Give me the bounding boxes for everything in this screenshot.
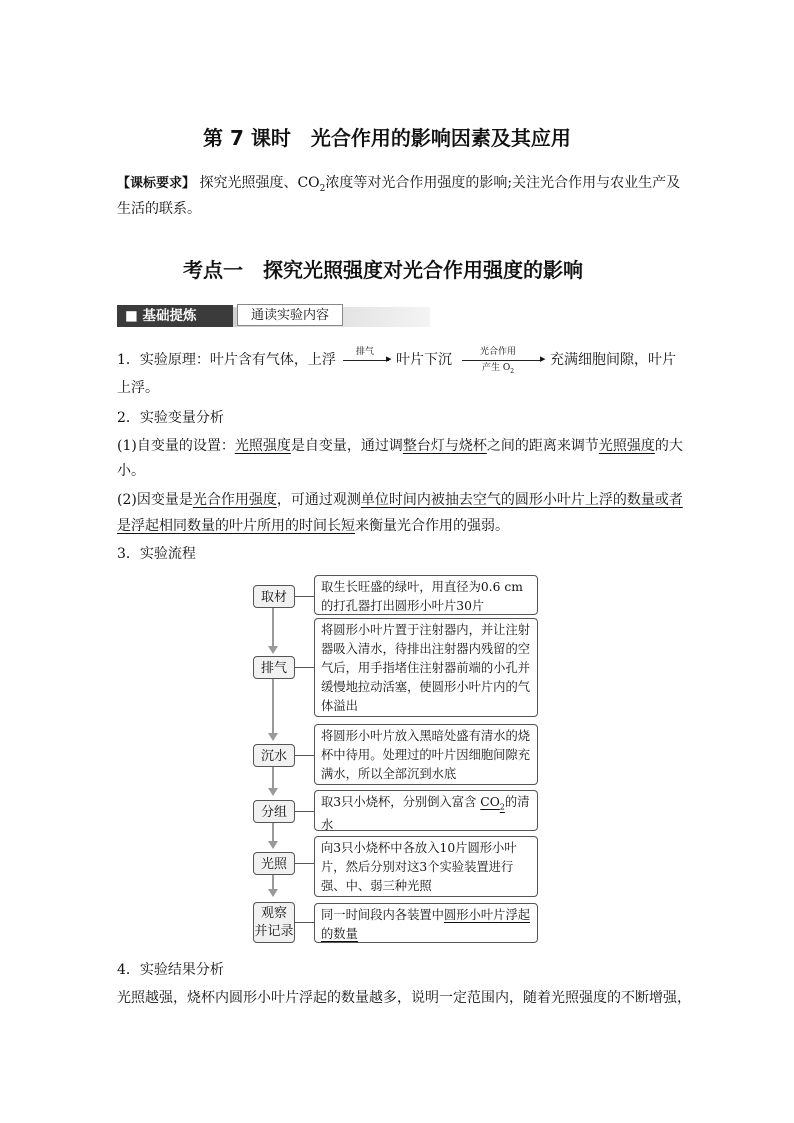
principle-prefix: 1．实验原理：叶片含有气体，上浮 (117, 352, 336, 368)
step-desc-guangzhao: 向3只小烧杯中各放入10片圆形小叶片，然后分别对这3个实验装置进行强、中、弱三种光照 (314, 836, 538, 897)
standards-line-2: 生活的联系。 (117, 201, 201, 217)
step-desc-guancha: 同一时间段内各装置中圆形小叶片浮起的数量 (314, 903, 538, 943)
flow-arrowhead (268, 889, 278, 897)
flow-arrowhead (268, 841, 278, 849)
variables-p2-line1: (2)因变量是光合作用强度，可通过观测单位时间内被抽去空气的圆形小叶片上浮的数量或者 (117, 492, 683, 508)
lesson-title: 第 7 课时 光合作用的影响因素及其应用 (203, 126, 571, 150)
variables-heading: 2．实验变量分析 (117, 410, 224, 426)
standards-text-rest: 浓度等对光合作用强度的影响;关注光合作用与农业生产及 (325, 175, 681, 191)
flow-arrowhead (268, 646, 278, 654)
variables-p1-line2: 小。 (117, 463, 145, 479)
step-label-guancha: 观察 并记录 (253, 902, 295, 943)
procedure-heading: 3．实验流程 (117, 546, 196, 562)
step-label-paiqi: 排气 (253, 656, 295, 679)
variables-p1-line1: (1)自变量的设置：光照强度是自变量，通过调整台灯与烧杯之间的距离来调节光照强度的大 (117, 438, 683, 454)
arrow1-label: 排气 (356, 347, 375, 357)
step-connector (295, 667, 314, 668)
step-connector (295, 755, 314, 756)
variables-p2-line2: 是浮起相同数量的叶片所用的时间长短来衡量光合作用的强弱。 (117, 518, 509, 534)
co2-subscript: 2 (319, 183, 326, 194)
step-desc-paiqi: 将圆形小叶片置于注射器内，并让注射器吸入清水，待排出注射器内残留的空气后，用手指堵住注射器前端的小孔并缓慢地拉动活塞，使圆形小叶片内的气体溢出 (314, 618, 538, 717)
banner-label: ■ 基础提炼 (117, 305, 233, 327)
principle-suffix: 充满细胞间隙，叶片 (550, 352, 676, 368)
arrow2-head: ▸ (540, 352, 546, 365)
flow-arrowhead (268, 788, 278, 796)
arrow2-label-bottom: 产生 $O_2$ (482, 363, 515, 375)
flow-connector (272, 823, 274, 843)
standards-text: 探究光照强度、CO (199, 175, 320, 191)
principle-middle: 叶片下沉 (396, 352, 452, 368)
flow-connector (272, 608, 274, 648)
flow-connector (272, 767, 274, 790)
step-label-chenshui: 沉水 (253, 744, 295, 767)
step-label-fenzu: 分组 (253, 800, 295, 823)
standards-label: 【课标要求】 (117, 176, 196, 191)
results-text: 光照越强，烧杯内圆形小叶片浮起的数量越多，说明一定范围内，随着光照强度的不断增强， (117, 990, 691, 1006)
step-desc-fenzu: 取3只小烧杯，分别倒入富含 $CO_2$的清水 (314, 790, 538, 831)
arrow1-line (343, 360, 389, 361)
banner-sublabel: 通读实验内容 (237, 304, 343, 326)
section-title: 考点一 探究光照强度对光合作用强度的影响 (183, 258, 583, 282)
step-connector (295, 922, 314, 923)
flow-connector (272, 679, 274, 735)
step-desc-qucai: 取生长旺盛的绿叶，用直径为0.6 cm的打孔器打出圆形小叶片30片 (314, 575, 538, 615)
step-label-qucai: 取材 (253, 585, 295, 608)
arrow1-head: ▸ (386, 352, 392, 365)
step-connector (295, 811, 314, 812)
arrow2-label-top: 光合作用 (480, 347, 517, 357)
principle-line-2: 上浮。 (117, 380, 159, 396)
results-heading: 4．实验结果分析 (117, 962, 224, 978)
step-connector (295, 863, 314, 864)
step-desc-chenshui: 将圆形小叶片放入黑暗处盛有清水的烧杯中待用。处理过的叶片因细胞间隙充满水，所以全部沉到水底 (314, 724, 538, 785)
standards-line-1 (117, 171, 680, 201)
step-connector (295, 596, 314, 597)
flow-arrowhead (268, 733, 278, 741)
step-label-guangzhao: 光照 (253, 852, 295, 875)
section-banner (117, 303, 430, 329)
